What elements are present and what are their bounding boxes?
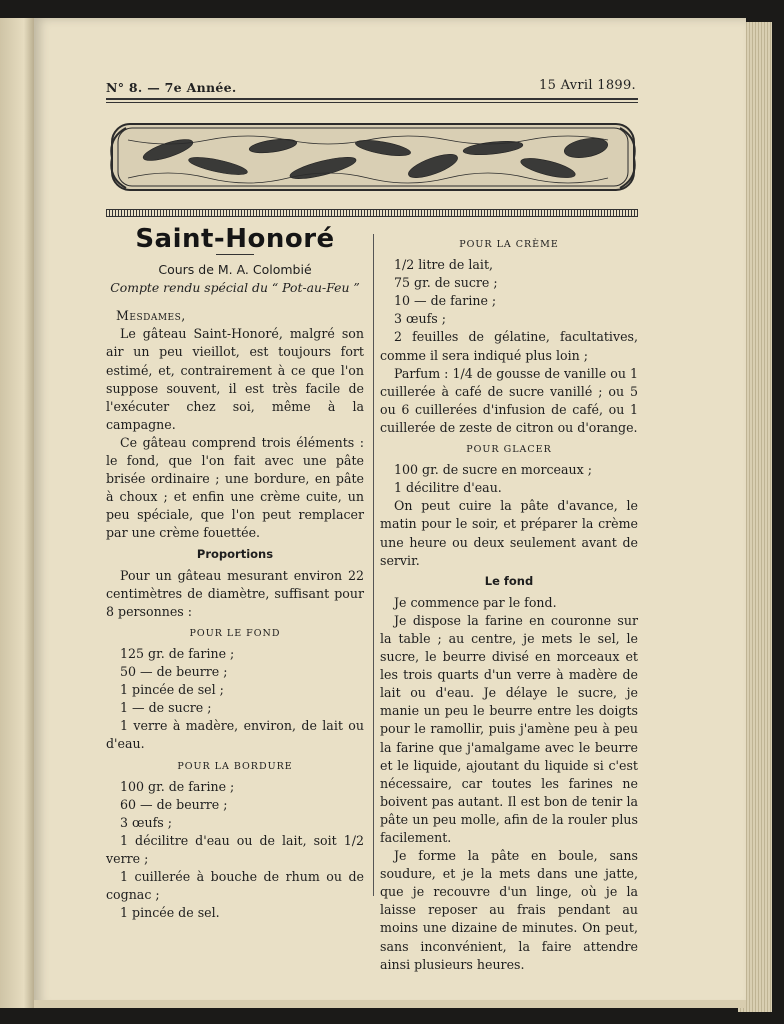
facing-page-edge [0,18,34,1008]
bordure-item: 1 pincée de sel. [120,905,220,921]
fond-paragraph-2: Je dispose la farine en couronne sur la table ; au centre, je mets le sel, le sucre, le beurre divisé en morceaux et les trois quarts d'un verre à madère de lait ou d'eau. Je délaye le sucre, je manie un peu le beurre entre les doigts pour le ramollir, puis j'amène peu à peu la farine que j'amalgame avec le beurre et le liquide, ajoutant du liquide si c'est nécessaire, car toutes les farines ne boivent pas autant. Il est bon de tenir la pâte un peu molle, afin de la rouler plus facilement. [380,612,638,845]
running-header [106,78,636,100]
fond-item: 1 pincée de sel ; [120,682,224,698]
title-rule [216,254,254,255]
fond-item: 1 verre à madère, environ, de lait ou d'eau. [106,718,364,752]
article-title: Saint-Honoré [135,224,335,254]
parfum-text: Parfum : 1/4 de gousse de vanille ou 1 cuillerée à café de sucre vanillé ; ou 5 ou 6 cuillerées d'infusion de café, ou 1 cuillerée de zeste de citron ou d'orange. [380,365,638,435]
creme-item: 10 — de farine ; [394,293,497,309]
bordure-item: 100 gr. de farine ; [120,778,235,794]
subline: Compte rendu spécial du “ Pot-au-Feu ” [110,280,360,296]
intro-paragraph-1: Le gâteau Saint-Honoré, malgré son air un peu vieillot, est toujours fort estimé, et, contrairement à ce que l'on suppose souvent, il est très facile de l'exécuter chez soi, même à la campagne. [106,326,364,432]
left-column [106,224,364,922]
glacer-heading: POUR GLACER [466,444,552,456]
fond-item: 125 gr. de farine ; [120,645,235,661]
creme-item: 75 gr. de sucre ; [394,275,498,291]
intro-paragraph-2: Ce gâteau comprend trois éléments : le fond, que l'on fait avec une pâte brisée ordinaire ; une bordure, en pâte à choux ; et enfin une crème cuite, un peu spéciale, que l'on peut remplacer par une crème fouettée. [106,434,364,541]
fond-item: 1 — de sucre ; [120,700,212,716]
bordure-item: 1 cuillerée à bouche de rhum ou de cognac ; [106,869,364,903]
bordure-item: 3 œufs ; [120,814,172,830]
creme-item: 3 œufs ; [394,311,446,327]
page-bottom-edge [34,1000,746,1008]
byline: Cours de M. A. Colombié [158,262,312,278]
advance-note: On peut cuire la pâte d'avance, le matin pour le soir, et préparer la crème une heure ou deux seulement avant de servir. [380,498,638,568]
bordure-item: 1 décilitre d'eau ou de lait, soit 1/2 verre ; [106,832,364,866]
creme-heading: POUR LA CRÈME [459,239,559,250]
gelatine-text: 2 feuilles de gélatine, facultatives, comme il sera indiqué plus loin ; [380,329,638,363]
column-divider [373,234,374,896]
glacer-item: 100 gr. de sucre en morceaux ; [394,462,592,478]
header-rule [106,98,638,100]
issue-date: 15 Avril 1899. [539,78,636,93]
right-column [380,232,638,974]
fond-paragraph-3: Je forme la pâte en boule, sans soudure, et je la mets dans une jatte, que je recouvre d'un linge, où je la laisse reposer au frais pendant au moins une dizaine de minutes. On peut, sans inconvénient, la faire attendre ainsi plusieurs heures. [380,848,638,972]
creme-item: 1/2 litre de lait, [394,257,494,273]
fond-heading: POUR LE FOND [189,627,281,639]
bordure-item: 60 — de beurre ; [120,796,228,812]
decorative-rule [106,209,638,217]
fish-engraving-banner [108,118,638,196]
header-rule-thin [106,102,638,103]
bordure-heading: POUR LA BORDURE [177,760,293,772]
proportions-text: Pour un gâteau mesurant environ 22 centimètres de diamètre, suffisant pour 8 personnes : [106,567,364,619]
fond-item: 50 — de beurre ; [120,664,228,680]
glacer-item: 1 décilitre d'eau. [394,480,502,496]
fond-section-heading: Le fond [484,573,534,588]
fond-paragraph-1: Je commence par le fond. [394,594,557,610]
salutation: Mesdames, [116,308,186,324]
issue-number: N° 8. — 7e Année. [106,80,237,95]
proportions-heading: Proportions [196,546,274,561]
